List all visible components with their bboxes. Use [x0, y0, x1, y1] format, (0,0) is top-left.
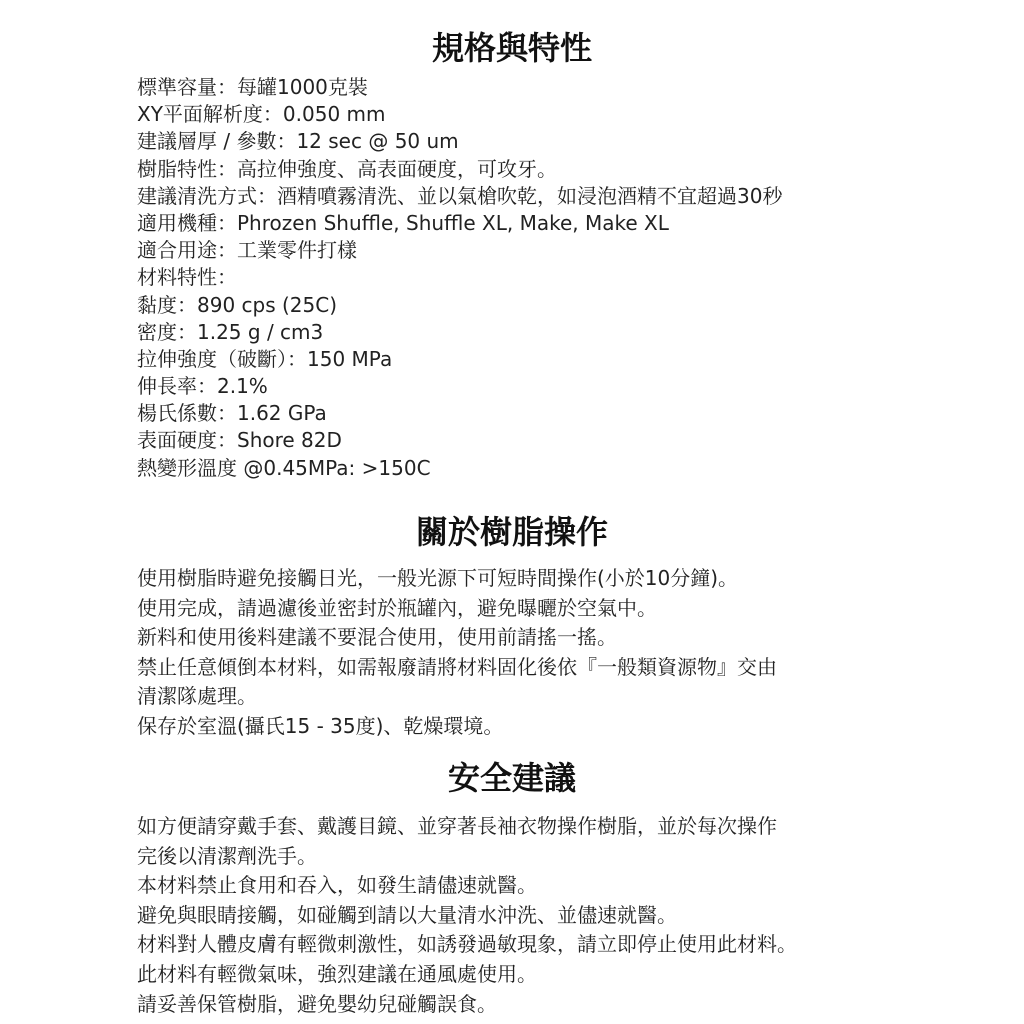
spec-youngs-modulus: 楊氏係數：1.62 GPa: [137, 401, 327, 426]
spec-surface-hardness: 表面硬度：Shore 82D: [137, 428, 342, 453]
operation-line: 保存於室溫(攝氏15 - 35度)、乾燥環境。: [137, 713, 504, 738]
safety-line: 本材料禁止食用和吞入，如發生請儘速就醫。: [137, 873, 537, 898]
operation-line: 使用完成，請過濾後並密封於瓶罐內，避免曝曬於空氣中。: [137, 595, 657, 620]
spec-resin-properties: 樹脂特性：高拉伸強度、高表面硬度，可攻牙。: [137, 156, 557, 181]
spec-capacity: 標準容量：每罐1000克裝: [137, 75, 368, 99]
safety-line: 完後以清潔劑洗手。: [137, 843, 317, 868]
safety-line: 避免與眼睛接觸，如碰觸到請以大量清水沖洗、並儘速就醫。: [137, 902, 677, 927]
spec-compatible-printers: 適用機種：Phrozen Shuffle, Shuffle XL, Make, Make XL: [137, 210, 669, 235]
spec-density: 密度：1.25 g / cm3: [137, 319, 324, 344]
safety-line: 請妥善保管樹脂，避免嬰幼兒碰觸誤食。: [137, 991, 497, 1016]
spec-elongation: 伸長率：2.1%: [137, 374, 268, 399]
spec-applications: 適合用途：工業零件打樣: [137, 238, 357, 263]
spec-cleaning-method: 建議清洗方式：酒精噴霧清洗、並以氣槍吹乾，如浸泡酒精不宜超過30秒: [137, 183, 783, 208]
spec-tensile-strength: 拉伸強度（破斷）：150 MPa: [137, 346, 393, 371]
specs-heading: 規格與特性: [431, 29, 592, 67]
safety-line: 此材料有輕微氣味，強烈建議在通風處使用。: [137, 961, 537, 986]
safety-line: 材料對人體皮膚有輕微刺激性，如誘發過敏現象，請立即停止使用此材料。: [137, 932, 797, 957]
operation-line: 禁止任意傾倒本材料，如需報廢請將材料固化後依『一般類資源物』交由: [137, 654, 777, 679]
operation-list: [137, 564, 917, 742]
spec-heat-deflection: 熱變形溫度 @0.45MPa: >150C: [137, 455, 431, 480]
operation-line: 新料和使用後料建議不要混合使用，使用前請搖一搖。: [137, 625, 617, 650]
specs-list: [137, 74, 917, 482]
operation-line: 清潔隊處理。: [137, 684, 257, 709]
spec-layer-thickness: 建議層厚 / 參數：12 sec @ 50 um: [137, 129, 459, 154]
operation-line: 使用樹脂時避免接觸日光，一般光源下可短時間操作(小於10分鐘)。: [137, 566, 739, 590]
spec-xy-resolution: XY平面解析度：0.050 mm: [137, 102, 386, 127]
safety-list: [137, 812, 917, 1019]
safety-heading: 安全建議: [447, 759, 576, 797]
operation-heading: 關於樹脂操作: [415, 513, 608, 551]
spec-material-properties-label: 材料特性：: [137, 265, 237, 290]
safety-line: 如方便請穿戴手套、戴護目鏡、並穿著長袖衣物操作樹脂，並於每次操作: [137, 814, 777, 838]
spec-viscosity: 黏度：890 cps (25C): [137, 292, 338, 317]
